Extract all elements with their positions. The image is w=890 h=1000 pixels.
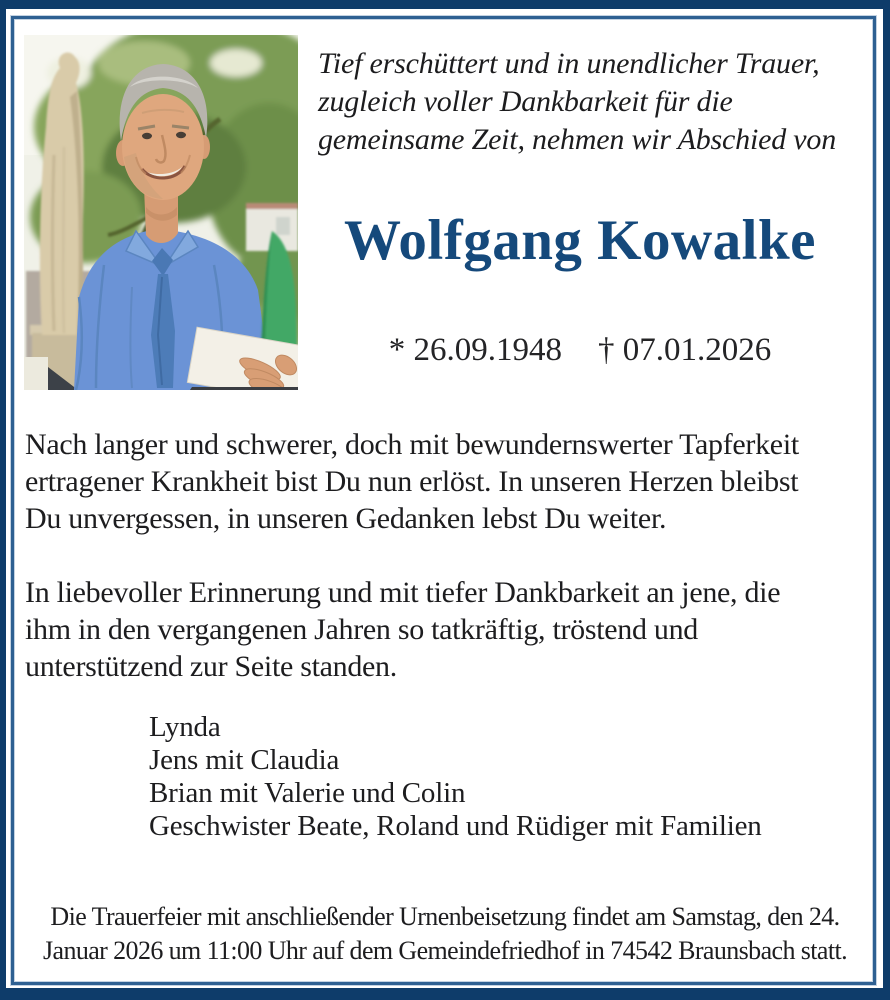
intro-text <box>318 45 836 159</box>
mourner-line: Geschwister Beate, Roland und Rüdiger mit Familien <box>149 810 762 842</box>
funeral-notice <box>35 900 855 968</box>
photo-bottom-shadow <box>190 387 298 390</box>
portrait-photo <box>24 35 298 390</box>
mourners-list <box>149 711 762 843</box>
paragraph-line: ertragener Krankheit bist Du nun erlöst. In unseren Herzen bleibst <box>25 465 799 498</box>
name-block <box>300 206 860 276</box>
paragraph-line: ihm in den vergangenen Jahren so tatkräftig, tröstend und <box>25 613 699 646</box>
outer-border-bottom <box>0 988 890 1000</box>
intro-line: zugleich voller Dankbarkeit für die <box>318 85 733 118</box>
mourner-line: Jens mit Claudia <box>149 744 340 776</box>
funeral-line: Die Trauerfeier mit anschließender Urnenbeisetzung findet am Samstag, den 24. <box>50 902 840 931</box>
funeral-line: Januar 2026 um 11:00 Uhr auf dem Gemeindefriedhof in 74542 Braunsbach statt. <box>42 936 847 965</box>
outer-border-top <box>0 0 890 9</box>
paragraph-line: In liebevoller Erinnerung und mit tiefer Dankbarkeit an jene, die <box>25 576 781 609</box>
intro-line: Tief erschüttert und in unendlicher Trauer, <box>318 47 820 80</box>
outer-border-left <box>0 0 6 1000</box>
mourner-line: Lynda <box>149 711 221 743</box>
birth-date: * 26.09.1948 <box>388 332 562 368</box>
deceased-name: Wolfgang Kowalke <box>344 209 816 272</box>
mourner-line: Brian mit Valerie und Colin <box>149 777 466 809</box>
life-dates <box>300 330 860 370</box>
paragraph-line: Du unvergessen, in unseren Gedanken lebst Du weiter. <box>25 502 667 535</box>
photo-white-chair <box>24 357 48 390</box>
paragraph-line: unterstützend zur Seite standen. <box>25 650 397 683</box>
obituary-paragraph-2 <box>25 574 780 685</box>
outer-border-right <box>883 0 890 1000</box>
intro-line: gemeinsame Zeit, nehmen wir Abschied von <box>318 123 837 156</box>
paragraph-line: Nach langer und schwerer, doch mit bewundernswerter Tapferkeit <box>25 428 799 461</box>
death-date: † 07.01.2026 <box>598 332 772 368</box>
obituary-paragraph-1 <box>25 426 799 537</box>
